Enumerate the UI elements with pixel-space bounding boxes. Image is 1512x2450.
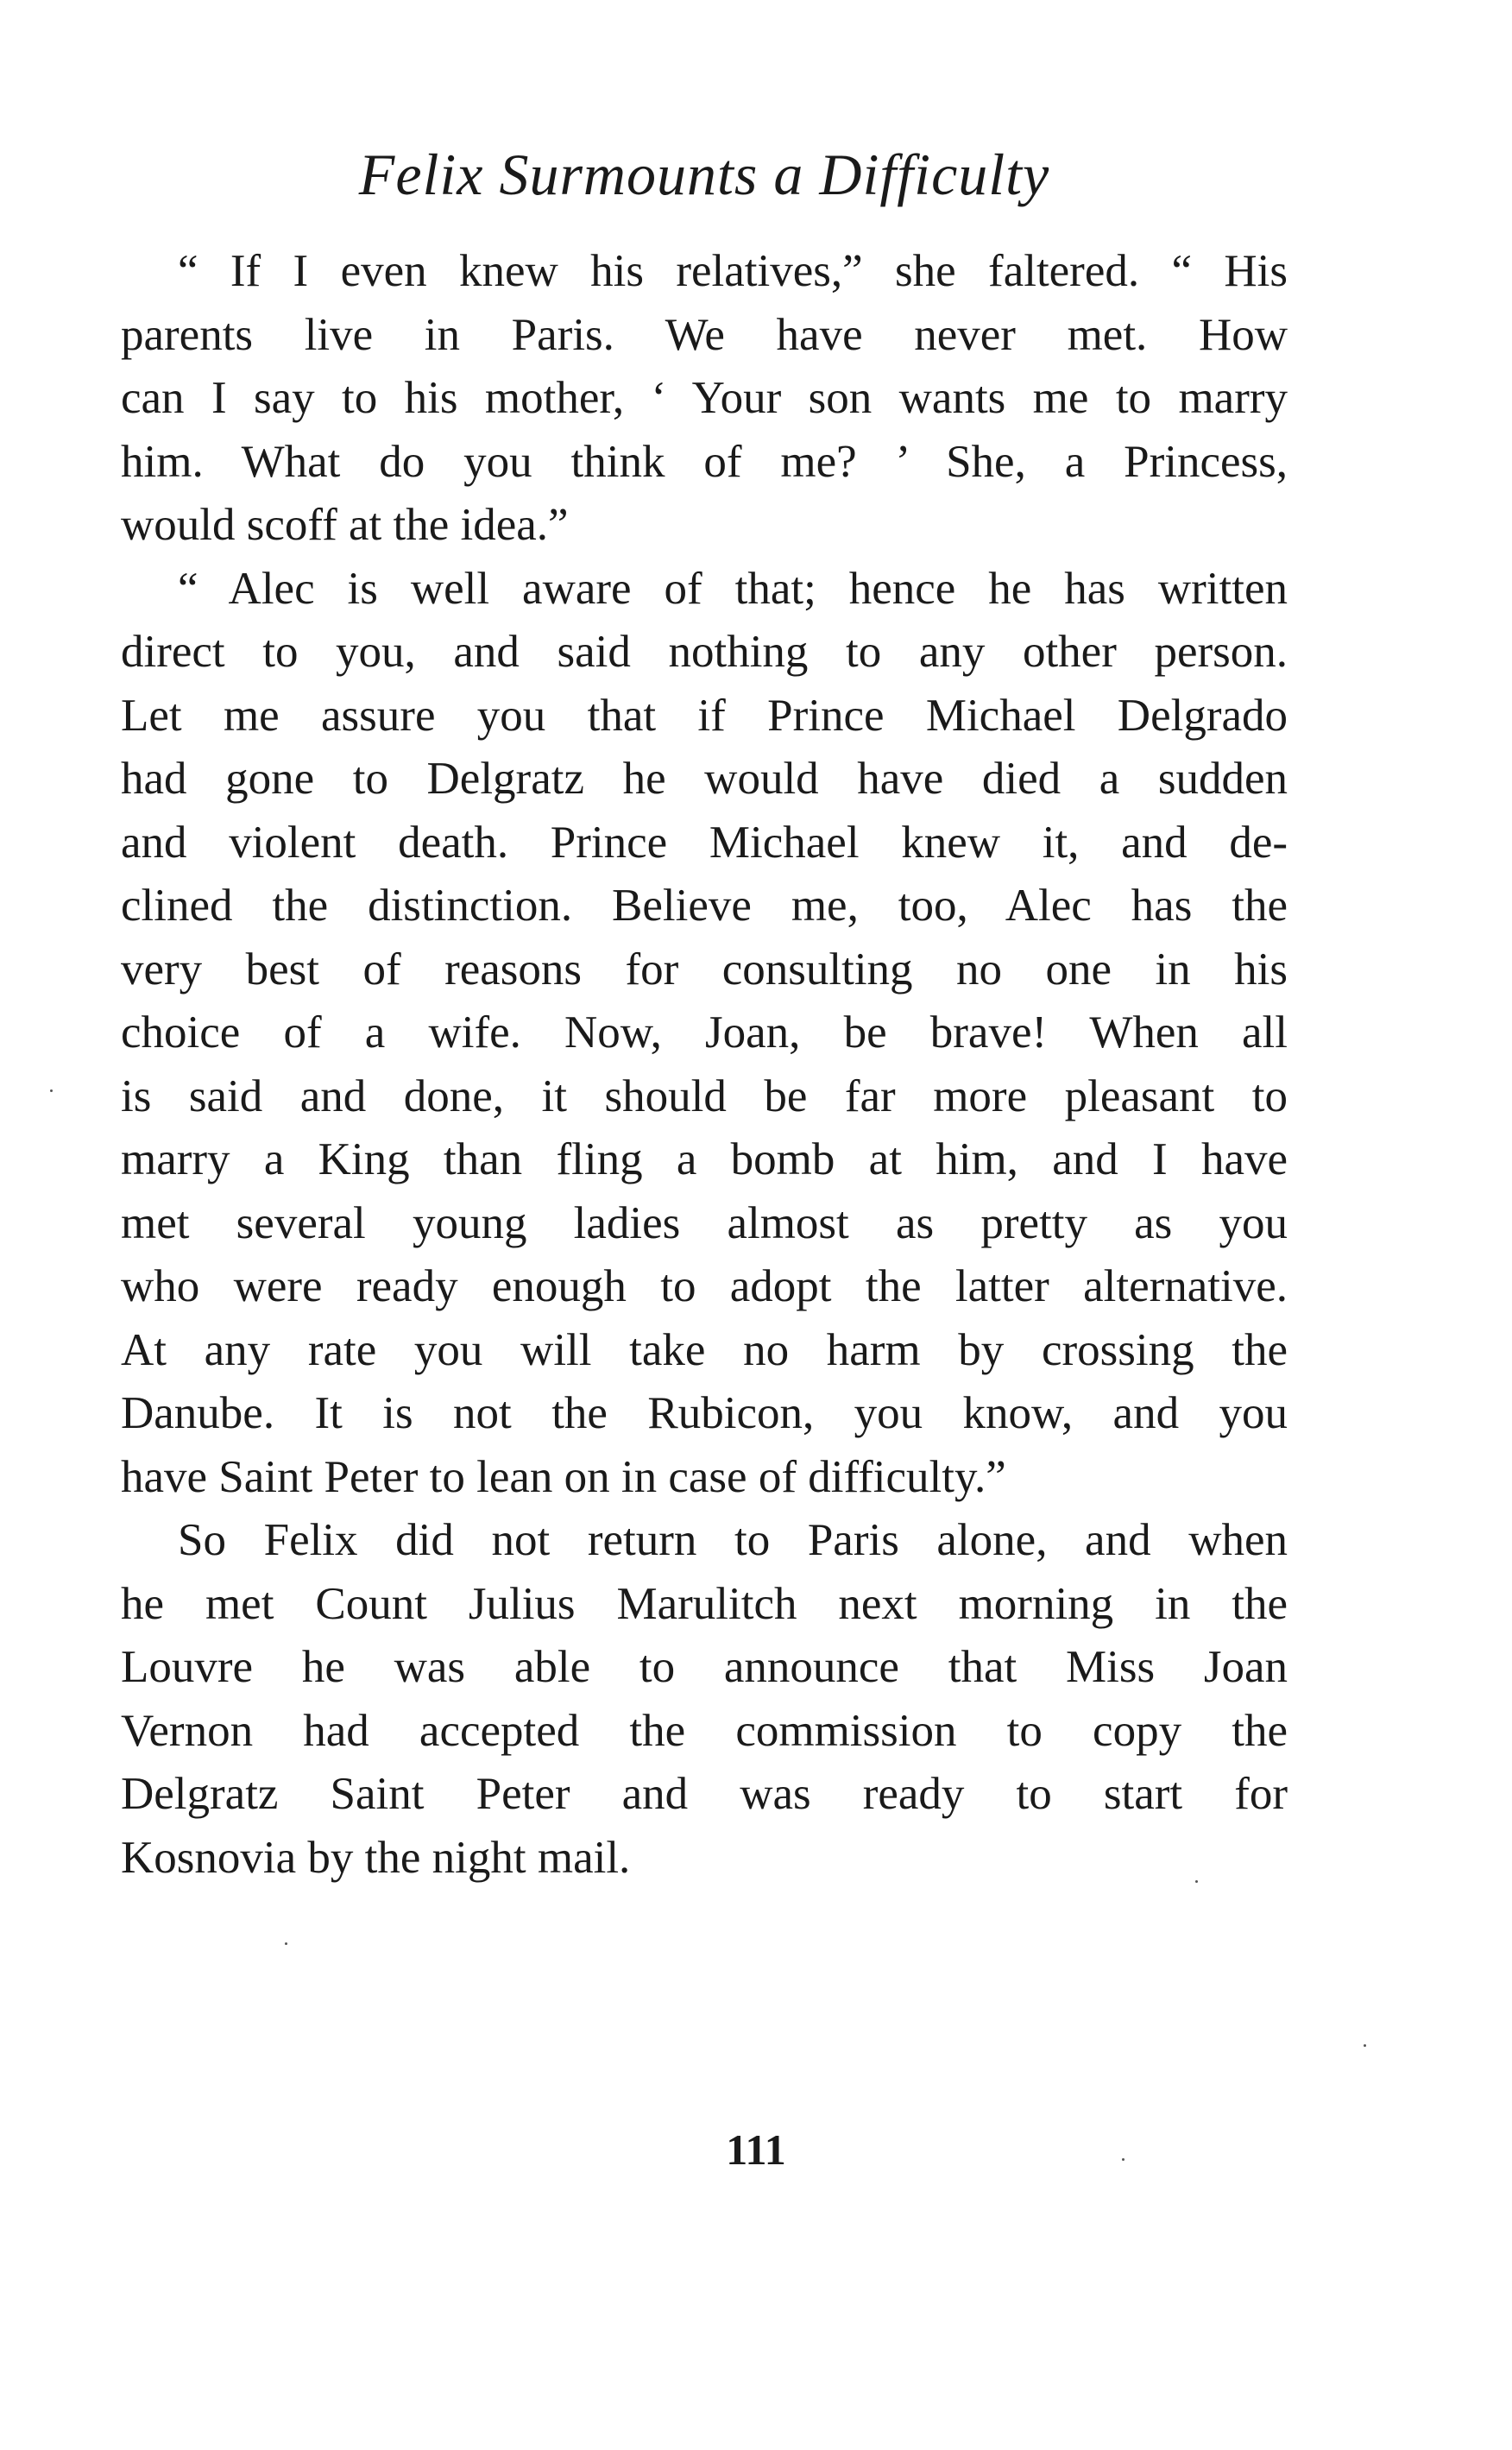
text-line: him. What do you think of me? ’ She, a Princess, [121,436,1288,487]
text-line: can I say to his mother, ‘ Your son wants me to marry [121,373,1288,423]
text-line: who were ready enough to adopt the latter alternative. [121,1261,1288,1311]
text-line: choice of a wife. Now, Joan, be brave! When all [121,1007,1288,1058]
text-line: had gone to Delgratz he would have died a sudden [121,754,1288,804]
scan-speck [1195,1880,1198,1883]
text-line: marry a King than fling a bomb at him, and I have [121,1134,1288,1184]
text-line: Danube. It is not the Rubicon, you know, and you [121,1388,1288,1438]
running-head: Felix Surmounts a Difficulty [358,142,1050,207]
text-line: Let me assure you that if Prince Michael Delgrado [121,690,1288,741]
text-line: At any rate you will take no harm by crossing the [121,1324,1288,1375]
text-line: Kosnovia by the night mail. [121,1832,631,1883]
text-line: “ Alec is well aware of that; hence he has written [178,563,1288,614]
paragraph-1 [121,240,1288,558]
text-line: he met Count Julius Marulitch next morning in the [121,1578,1288,1629]
text-line: and violent death. Prince Michael knew it, and de- [121,817,1288,868]
text-line: “ If I even knew his relatives,” she faltered. “ His [178,246,1288,296]
text-line: met several young ladies almost as pretty as you [121,1197,1288,1248]
text-line: parents live in Paris. We have never met. How [121,309,1288,360]
text-line: clined the distinction. Believe me, too, Alec has the [121,881,1288,931]
text-line: Delgratz Saint Peter and was ready to start for [121,1769,1288,1819]
page-number: 111 [726,2125,786,2174]
text-line: have Saint Peter to lean on in case of difficulty.” [121,1451,1006,1502]
scan-speck [1122,2158,1125,2161]
scan-speck [285,1942,287,1945]
paragraph-2 [121,558,1288,1510]
text-line: very best of reasons for consulting no one in his [121,944,1288,995]
text-line: would scoff at the idea.” [121,500,569,550]
text-line: is said and done, it should be far more pleasant to [121,1070,1288,1121]
paragraph-3 [121,1509,1288,1890]
text-line: Louvre he was able to announce that Miss Joan [121,1642,1288,1692]
text-line: direct to you, and said nothing to any other person. [121,627,1288,677]
text-line: Vernon had accepted the commission to copy the [121,1705,1288,1756]
scan-speck [50,1089,53,1092]
text-line: So Felix did not return to Paris alone, and when [178,1515,1288,1565]
scan-speck [1364,2044,1366,2047]
body-text [121,240,1288,1890]
